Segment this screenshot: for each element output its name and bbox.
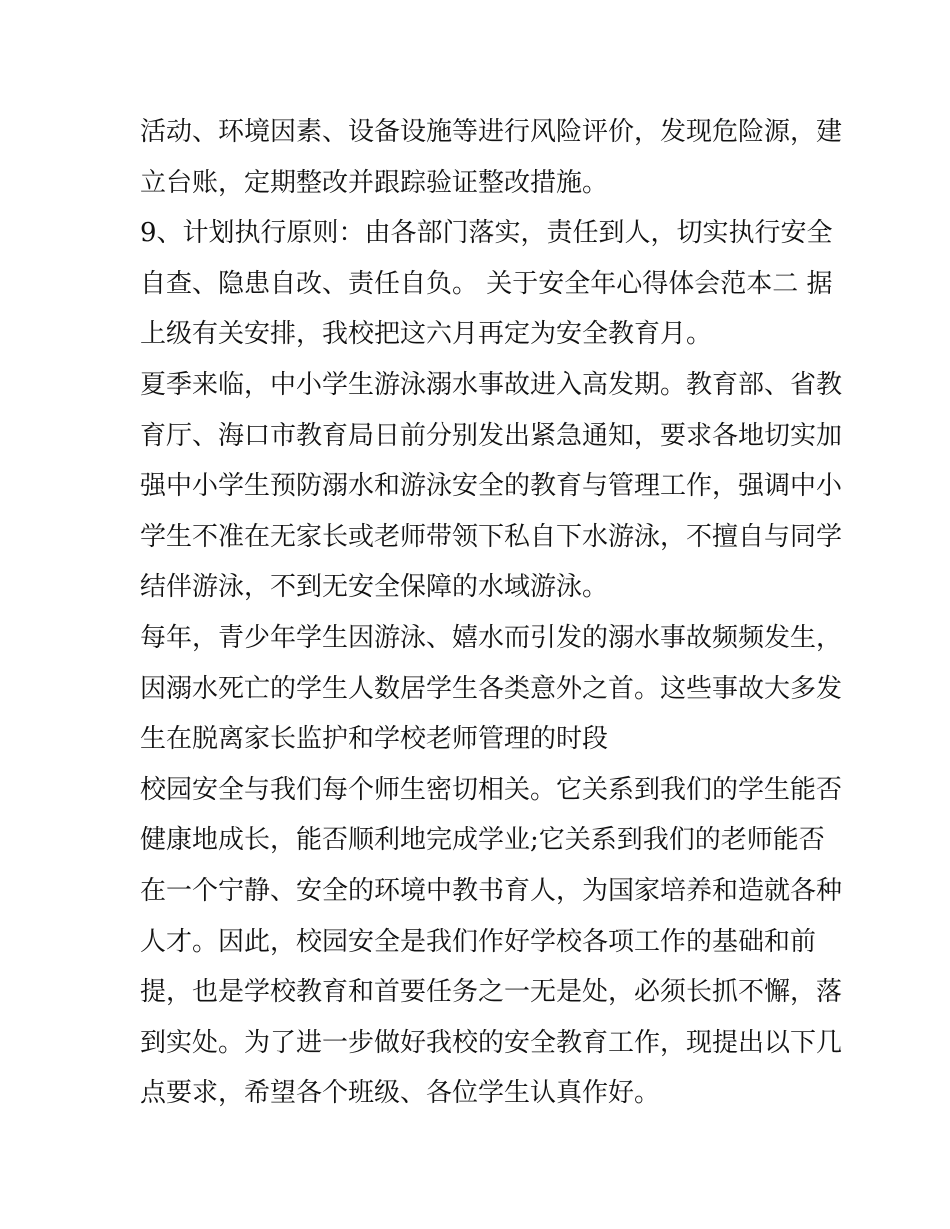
text-line: 人才。因此，校园安全是我们作好学校各项工作的基础和前 xyxy=(140,926,817,957)
text-line: 在一个宁静、安全的环境中教书育人，为国家培养和造就各种 xyxy=(140,875,843,906)
text-line: 9、计划执行原则：由各部门落实，责任到人，切实执行安全 xyxy=(140,218,833,249)
text-line: 强中小学生预防溺水和游泳安全的教育与管理工作，强调中小 xyxy=(140,471,843,502)
text-line: 立台账，定期整改并跟踪验证整改措施。 xyxy=(140,167,609,198)
text-line: 自查、隐患自改、责任自负。 关于安全年心得体会范本二 据 xyxy=(140,268,833,299)
text-line: 提，也是学校教育和首要任务之一无是处，必须长抓不懈，落 xyxy=(140,977,843,1008)
text-line: 校园安全与我们每个师生密切相关。它关系到我们的学生能否 xyxy=(140,774,843,805)
text-line: 到实处。为了进一步做好我校的安全教育工作，现提出以下几 xyxy=(140,1027,843,1058)
body-text xyxy=(140,107,843,1119)
text-line: 因溺水死亡的学生人数居学生各类意外之首。这些事故大多发 xyxy=(140,673,843,704)
text-line: 点要求，希望各个班级、各位学生认真作好。 xyxy=(140,1078,661,1109)
text-line: 上级有关安排，我校把这六月再定为安全教育月。 xyxy=(140,319,713,350)
text-line: 育厅、海口市教育局日前分别发出紧急通知，要求各地切实加 xyxy=(140,420,843,451)
text-line: 健康地成长，能否顺利地完成学业;它关系到我们的老师能否 xyxy=(140,825,825,856)
text-line: 活动、环境因素、设备设施等进行风险评价，发现危险源，建 xyxy=(140,117,843,147)
text-line: 结伴游泳，不到无安全保障的水域游泳。 xyxy=(140,572,609,603)
text-line: 每年，青少年学生因游泳、嬉水而引发的溺水事故频频发生， xyxy=(140,622,843,653)
text-line: 生在脱离家长监护和学校老师管理的时段 xyxy=(140,724,609,755)
text-line: 夏季来临，中小学生游泳溺水事故进入高发期。教育部、省教 xyxy=(140,369,843,400)
text-line: 学生不准在无家长或老师带领下私自下水游泳，不擅自与同学 xyxy=(140,521,843,552)
